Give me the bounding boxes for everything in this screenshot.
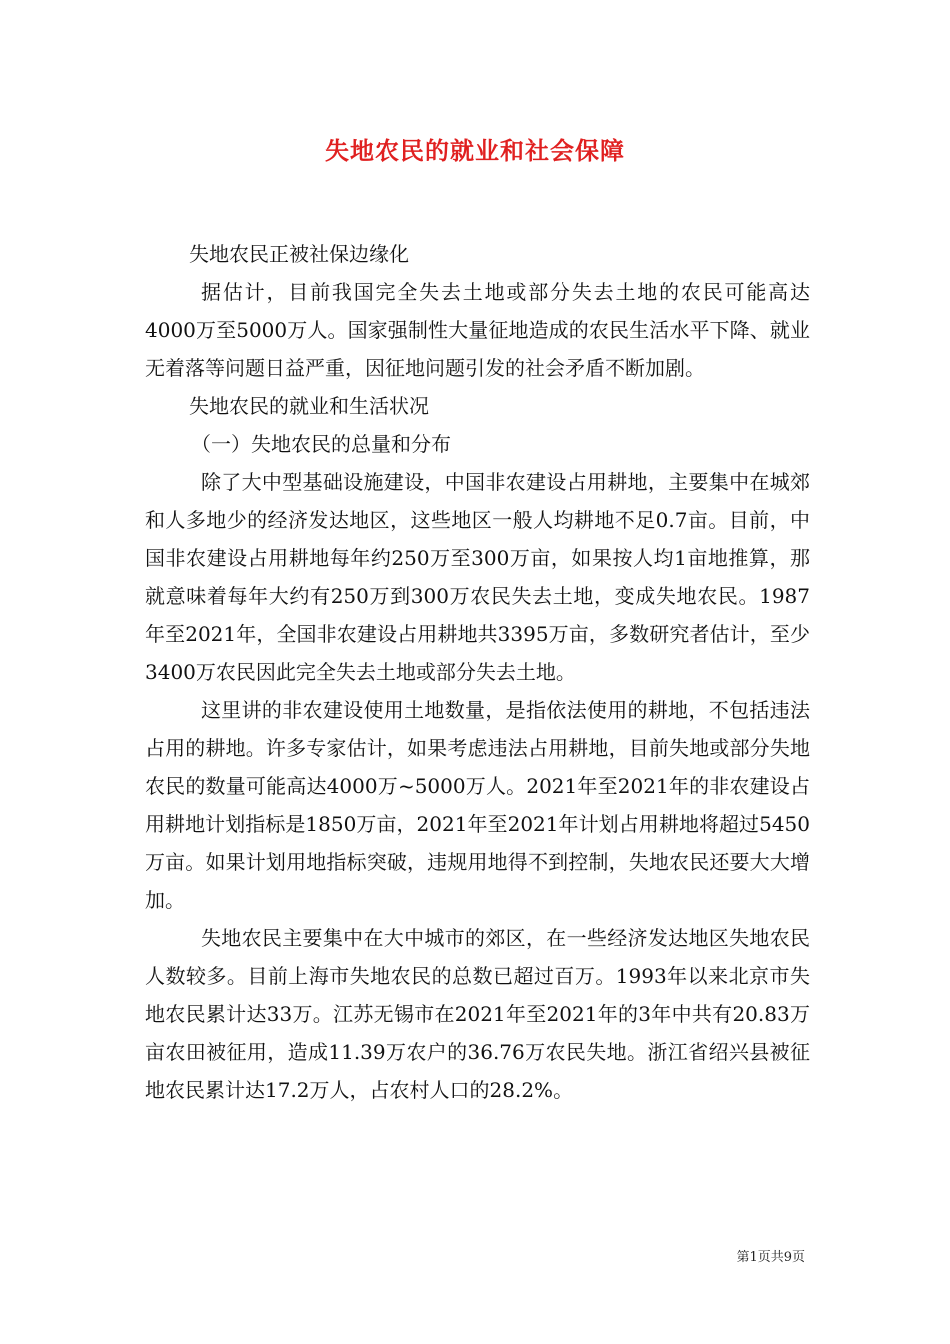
paragraph: 失地农民主要集中在大中城市的郊区，在一些经济发达地区失地农民人数较多。目前上海市失地农民的总数已超过百万。1993年以来北京市失地农民累计达33万。江苏无锡市在2021年至2021年的3年中共有20.83万亩农田被征用，造成11.39万农户的36.76万农民失地。浙江省绍兴县被征地农民累计达17.2万人，占农村人口的28.2%。 [145, 926, 810, 1102]
page-title: 失地农民的就业和社会保障 [325, 136, 625, 165]
paragraph: 这里讲的非农建设使用土地数量，是指依法使用的耕地，不包括违法占用的耕地。许多专家估计，如果考虑违法占用耕地，目前失地或部分失地农民的数量可能高达4000万~5000万人。2021年至2021年的非农建设占用耕地计划指标是1850万亩，2021年至2021年计划占用耕地将超过5450万亩。如果计划用地指标突破，违规用地得不到控制，失地农民还要大大增加。 [145, 698, 810, 912]
section-heading: 失地农民正被社保边缘化 [189, 242, 409, 266]
page-number: 第1页共9页 [736, 1250, 805, 1265]
subsection-heading: （一）失地农民的总量和分布 [191, 432, 451, 456]
document-body [145, 235, 810, 1109]
paragraph: 除了大中型基础设施建设，中国非农建设占用耕地，主要集中在城郊和人多地少的经济发达地区，这些地区一般人均耕地不足0.7亩。目前，中国非农建设占用耕地每年约250万至300万亩，如果按人均1亩地推算，那就意味着每年大约有250万到300万农民失去土地，变成失地农民。1987年至2021年，全国非农建设占用耕地共3395万亩，多数研究者估计，至少3400万农民因此完全失去土地或部分失去土地。 [145, 470, 810, 684]
paragraph: 据估计，目前我国完全失去土地或部分失去土地的农民可能高达4000万至5000万人。国家强制性大量征地造成的农民生活水平下降、就业无着落等问题日益严重，因征地问题引发的社会矛盾不断加剧。 [145, 280, 810, 380]
section-heading: 失地农民的就业和生活状况 [189, 394, 429, 418]
